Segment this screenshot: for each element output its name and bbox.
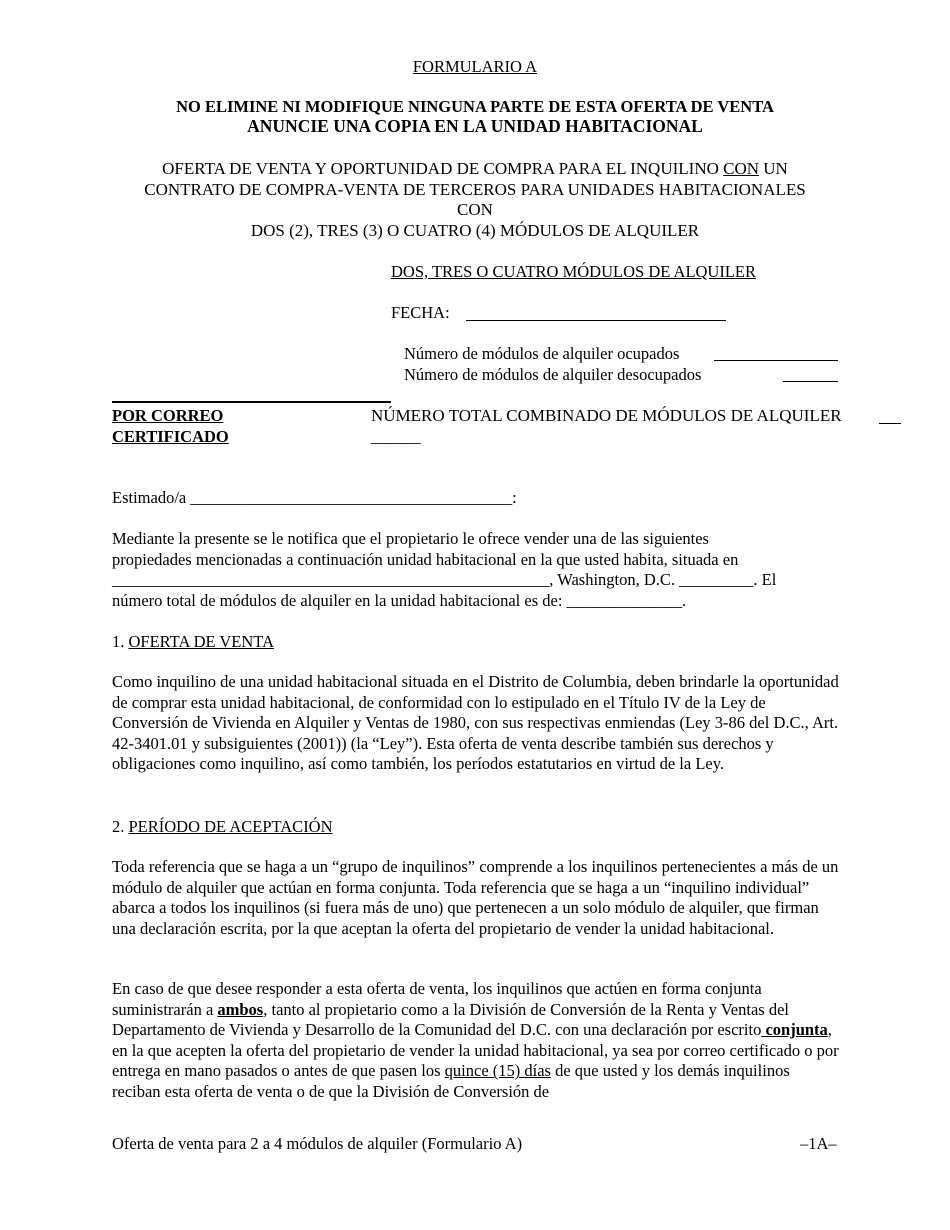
salutation[interactable]: Estimado/a _______________________________________: bbox=[112, 488, 517, 507]
section-2-heading bbox=[112, 816, 333, 837]
vacant-label: Número de módulos de alquiler desocupados bbox=[404, 365, 702, 384]
title-line-4: DOS (2), TRES (3) O CUATRO (4) MÓDULOS DE ALQUILER bbox=[250, 221, 700, 240]
para-2-a: En caso de que desee responder a esta oferta de venta, los inquilinos que actúen en forma conjunta suministrarán a bbox=[112, 979, 762, 1019]
warning-line-1: NO ELIMINE NI MODIFIQUE NINGUNA PARTE DE ESTA OFERTA DE VENTA bbox=[176, 97, 774, 116]
quince-dias: quince (15) días bbox=[444, 1061, 551, 1081]
form-title: FORMULARIO A bbox=[412, 57, 538, 76]
total-blank-tail[interactable]: ______ bbox=[371, 427, 421, 446]
title-line-3: CON bbox=[457, 200, 493, 219]
intro-line-2: propiedades mencionadas a continuación unidad habitacional en la que usted habita, situada en bbox=[112, 550, 739, 569]
intro-line-4[interactable]: número total de módulos de alquiler en la unidad habitacional es de: ______________. bbox=[112, 591, 687, 610]
section-label: DOS, TRES O CUATRO MÓDULOS DE ALQUILER bbox=[391, 262, 757, 281]
title-con-underlined: CON bbox=[723, 159, 760, 178]
delivery-line-2: CERTIFICADO bbox=[112, 427, 229, 446]
conjunta-emphasis: conjunta bbox=[761, 1020, 828, 1040]
title-line-2: CONTRATO DE COMPRA-VENTA DE TERCEROS PARA UNIDADES HABITACIONALES bbox=[144, 180, 806, 199]
occupied-label: Número de módulos de alquiler ocupados bbox=[404, 344, 680, 363]
section-2-para-2 bbox=[112, 979, 840, 1103]
title-line-1-b: UN bbox=[759, 159, 788, 178]
address-line[interactable] bbox=[112, 401, 391, 403]
vacant-blank[interactable] bbox=[783, 381, 838, 382]
title-line-1-a: OFERTA DE VENTA Y OPORTUNIDAD DE COMPRA PARA EL INQUILINO bbox=[162, 159, 724, 178]
intro-line-3[interactable]: _____________________________________________________, Washington, D.C. _________. El bbox=[112, 570, 777, 589]
title-line-1 bbox=[0, 158, 950, 179]
section-1-number: 1. bbox=[112, 632, 125, 651]
section-1-heading bbox=[112, 631, 274, 652]
warning-line-2: ANUNCIE UNA COPIA EN LA UNIDAD HABITACIONAL bbox=[247, 116, 703, 136]
para-2-c: , en la que acepten la oferta del propietario de vender la unidad habitacional, ya sea por correo certificado o por entrega en mano pasados o antes de que pasen los bbox=[112, 1020, 839, 1081]
delivery-line-1: POR CORREO bbox=[112, 406, 224, 425]
section-1-body: Como inquilino de una unidad habitacional situada en el Distrito de Columbia, deben brindarle la oportunidad de comprar esta unidad habitacional, de conformidad con lo estipulado en el Título IV de la Ley de Conversión de Vivienda en Alquiler y Ventas de 1980, con sus respectivas enmiendas (Ley 3-86 del D.C., Art. 42-3401.01 y subsiguientes (2001)) (la “Ley”). Esta oferta de venta describe también sus derechos y obligaciones como inquilino, así como también, los períodos estatutarios en virtud de la Ley. bbox=[112, 672, 839, 774]
section-2-title: PERÍODO DE ACEPTACIÓN bbox=[128, 817, 333, 836]
page-number: –1A– bbox=[800, 1134, 837, 1153]
occupied-blank[interactable] bbox=[714, 360, 838, 361]
total-label: NÚMERO TOTAL COMBINADO DE MÓDULOS DE ALQUILER bbox=[371, 406, 842, 425]
fecha-blank[interactable] bbox=[466, 320, 726, 321]
intro-line-1: Mediante la presente se le notifica que el propietario le ofrece vender una de las siguientes bbox=[112, 529, 709, 548]
footer-text: Oferta de venta para 2 a 4 módulos de alquiler (Formulario A) bbox=[112, 1134, 523, 1153]
para-2-b: , tanto al propietario como a la División de Conversión de la Renta y Ventas del Departamento de Vivienda y Desarrollo de la Comunidad del D.C. con una declaración por escrito bbox=[112, 999, 789, 1040]
section-1-title: OFERTA DE VENTA bbox=[128, 632, 274, 651]
fecha-label: FECHA: bbox=[391, 303, 450, 322]
total-blank[interactable] bbox=[879, 423, 901, 424]
para-2-d: de que usted y los demás inquilinos reciban esta oferta de venta o de que la División de Conversión de bbox=[112, 1061, 790, 1101]
section-2-number: 2. bbox=[112, 817, 125, 836]
ambos-emphasis: ambos bbox=[217, 999, 264, 1019]
section-2-para-1: Toda referencia que se haga a un “grupo de inquilinos” comprende a los inquilinos pertenecientes a más de un módulo de alquiler que actúan en forma conjunta. Toda referencia que se haga a un “inquilino individual” abarca a todos los inquilinos (si fuera más de uno) que pertenecen a un solo módulo de alquiler, que firman una declaración escrita, por la que aceptan la oferta del propietario de vender la unidad habitacional. bbox=[112, 857, 839, 938]
